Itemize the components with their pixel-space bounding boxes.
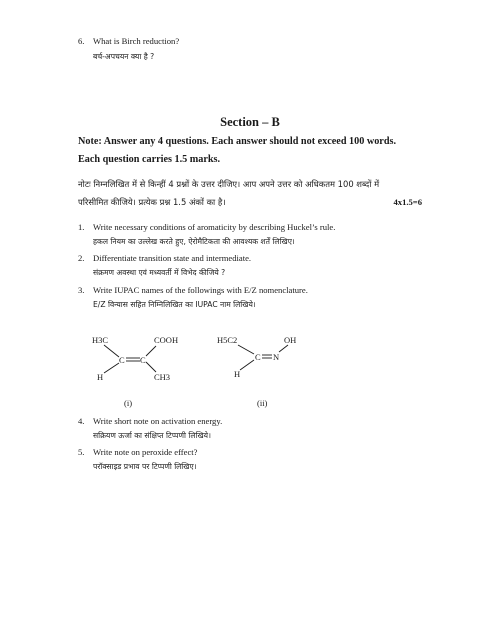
s2-h5c2: H5C2 xyxy=(217,335,238,345)
s1-c1: C xyxy=(119,355,125,365)
section-title: Section – B xyxy=(220,115,280,129)
question-6-number: 6. xyxy=(78,36,85,46)
marks-allocation: 4x1.5=6 xyxy=(393,197,422,207)
structure-i xyxy=(92,335,178,408)
question-3-text: Write IUPAC names of the followings with E/Z nomenclature. xyxy=(93,285,308,295)
question-3-hindi: E/Z विन्यास सहित निम्निलिखित का IUPAC नाम लिखिये। xyxy=(93,300,256,309)
question-2-hindi: संक्रमण अवस्था एवं मध्यवर्ती में विभेद कीजिये ? xyxy=(93,268,226,277)
question-5-text: Write note on peroxide effect? xyxy=(93,447,198,457)
question-5-hindi: परॉक्साइड प्रभाव पर टिप्पणी लिखिए। xyxy=(93,462,197,471)
question-6-hindi: बर्च-अपचयन क्या है ? xyxy=(93,52,155,61)
structure-ii xyxy=(217,335,296,408)
s1-h: H xyxy=(97,372,104,382)
note-english-line-2: Each question carries 1.5 marks. xyxy=(78,154,221,165)
note-hindi-line-1: नोटः निम्नलिखित में से किन्हीं 4 प्रश्नों के उत्तर दीजिए। आप अपने उत्तर को अधिकतम 100 शब्दों में xyxy=(78,179,380,189)
s1-cooh: COOH xyxy=(154,335,179,345)
s2-oh: OH xyxy=(284,335,297,345)
s2-label: (ii) xyxy=(257,398,268,408)
s2-c: C xyxy=(255,352,261,362)
question-1-number: 1. xyxy=(78,222,85,232)
question-6-text: What is Birch reduction? xyxy=(93,36,180,46)
s1-c2: C xyxy=(140,355,146,365)
question-4-text: Write short note on activation energy. xyxy=(93,416,223,426)
question-4-hindi: सक्रियण ऊर्जा का संक्षिप्त टिप्पणी लिखिये। xyxy=(93,431,211,440)
note-hindi-line-2: परिसीमित कीजिये। प्रत्येक प्रश्न 1.5 अंकों का है। xyxy=(78,197,226,207)
question-3-number: 3. xyxy=(78,285,85,295)
question-5-number: 5. xyxy=(78,447,85,457)
s1-label: (i) xyxy=(124,398,133,408)
question-1-text: Write necessary conditions of aromaticity by describing Huckel’s rule. xyxy=(93,222,336,232)
s2-n: N xyxy=(273,352,280,362)
question-4-number: 4. xyxy=(78,416,85,426)
question-2-text: Differentiate transition state and intermediate. xyxy=(93,253,252,263)
note-english-line-1: Note: Answer any 4 questions. Each answer should not exceed 100 words. xyxy=(78,136,397,147)
s2-h: H xyxy=(234,369,241,379)
s1-h3c: H3C xyxy=(92,335,109,345)
s1-ch3: CH3 xyxy=(154,372,171,382)
question-1-hindi: हकल नियम का उल्लेख करते हुए, ऐरोमैटिकता की आवश्यक शर्तें लिखिए। xyxy=(93,237,295,246)
question-2-number: 2. xyxy=(78,253,85,263)
